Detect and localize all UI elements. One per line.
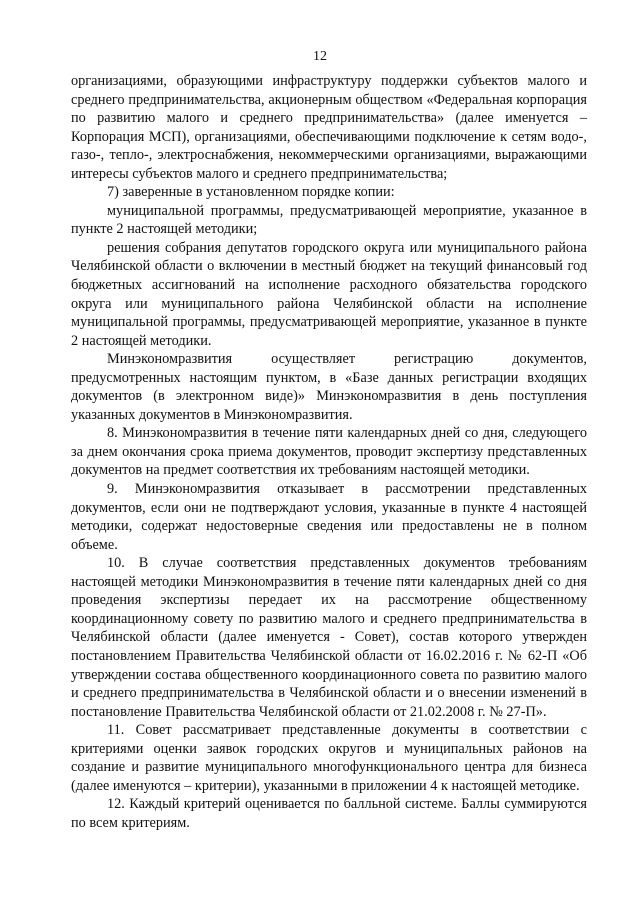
paragraph-item-9: 9. Минэкономразвития отказывает в рассмотрении представленных документов, если они не подтверждают условия, указанные в пункте 4 настоящей методики, содержат недостоверные сведения или предоставлены не в полном объеме. <box>71 481 587 553</box>
paragraph-item-10: 10. В случае соответствия представленных документов требованиям настоящей методики Минэкономразвития в течение пяти календарных дней со дня проведения экспертизы передает их на рассмотрение общественному координационному совету по развитию малого и среднего предпринимательства в Челябинской области (далее именуется - Совет), состав которого утвержден постановлением Правительства Челябинской области от 16.02.2016 г. № 62-П «Об утверждении состава общественного координационного совета по развитию малого и среднего предпринимательства в Челябинской области и о внесении изменений в постановление Правительства Челябинской области от 21.02.2008 г. № 27-П». <box>71 555 587 720</box>
paragraph-program-copy: муниципальной программы, предусматривающей мероприятие, указанное в пункте 2 настоящей методики; <box>71 202 587 238</box>
paragraph-continuation: организациями, образующими инфраструктуру поддержки субъектов малого и среднего предпринимательства, акционерным обществом «Федеральная корпорация по развитию малого и среднего предпринимательства» (далее именуется – Корпорация МСП), организациями, обеспечивающими подключение к сетям водо-, газо-, тепло-, электроснабжения, некоммерческими организациями, выражающими интересы субъектов малого и среднего предпринимательства; <box>71 73 587 182</box>
paragraph-item-12: 12. Каждый критерий оценивается по балльной системе. Баллы суммируются по всем критериям. <box>71 796 587 831</box>
paragraph-decision-copy: решения собрания депутатов городского округа или муниципального района Челябинской области о включении в местный бюджет на текущий финансовый год бюджетных ассигнований на исполнение расходного обязательства городского округа или муниципального района Челябинской области на исполнение муниципальной программы, предусматривающей мероприятие, указанное в пункте 2 настоящей методики. <box>71 239 587 349</box>
document-body <box>71 72 587 832</box>
paragraph-registration: Минэкономразвития осуществляет регистрацию документов, предусмотренных настоящим пунктом, в «Базе данных регистрации входящих документов (в электронном виде)» Минэкономразвития в день поступления указанных документов в Минэкономразвития. <box>71 351 587 423</box>
page-number: 12 <box>313 49 327 64</box>
paragraph-item-7: 7) заверенные в установленном порядке копии: <box>107 184 395 201</box>
paragraph-item-11: 11. Совет рассматривает представленные документы в соответствии с критериями оценки заявок городских округов и муниципальных районов на создание и развитие муниципального многофункционального центра для бизнеса (далее именуются – критерии), указанными в приложении 4 к настоящей методике. <box>71 722 587 794</box>
paragraph-item-8: 8. Минэкономразвития в течение пяти календарных дней со дня, следующего за днем окончания срока приема документов, проводит экспертизу представленных документов на предмет соответствия их требованиям настоящей методики. <box>71 425 587 479</box>
